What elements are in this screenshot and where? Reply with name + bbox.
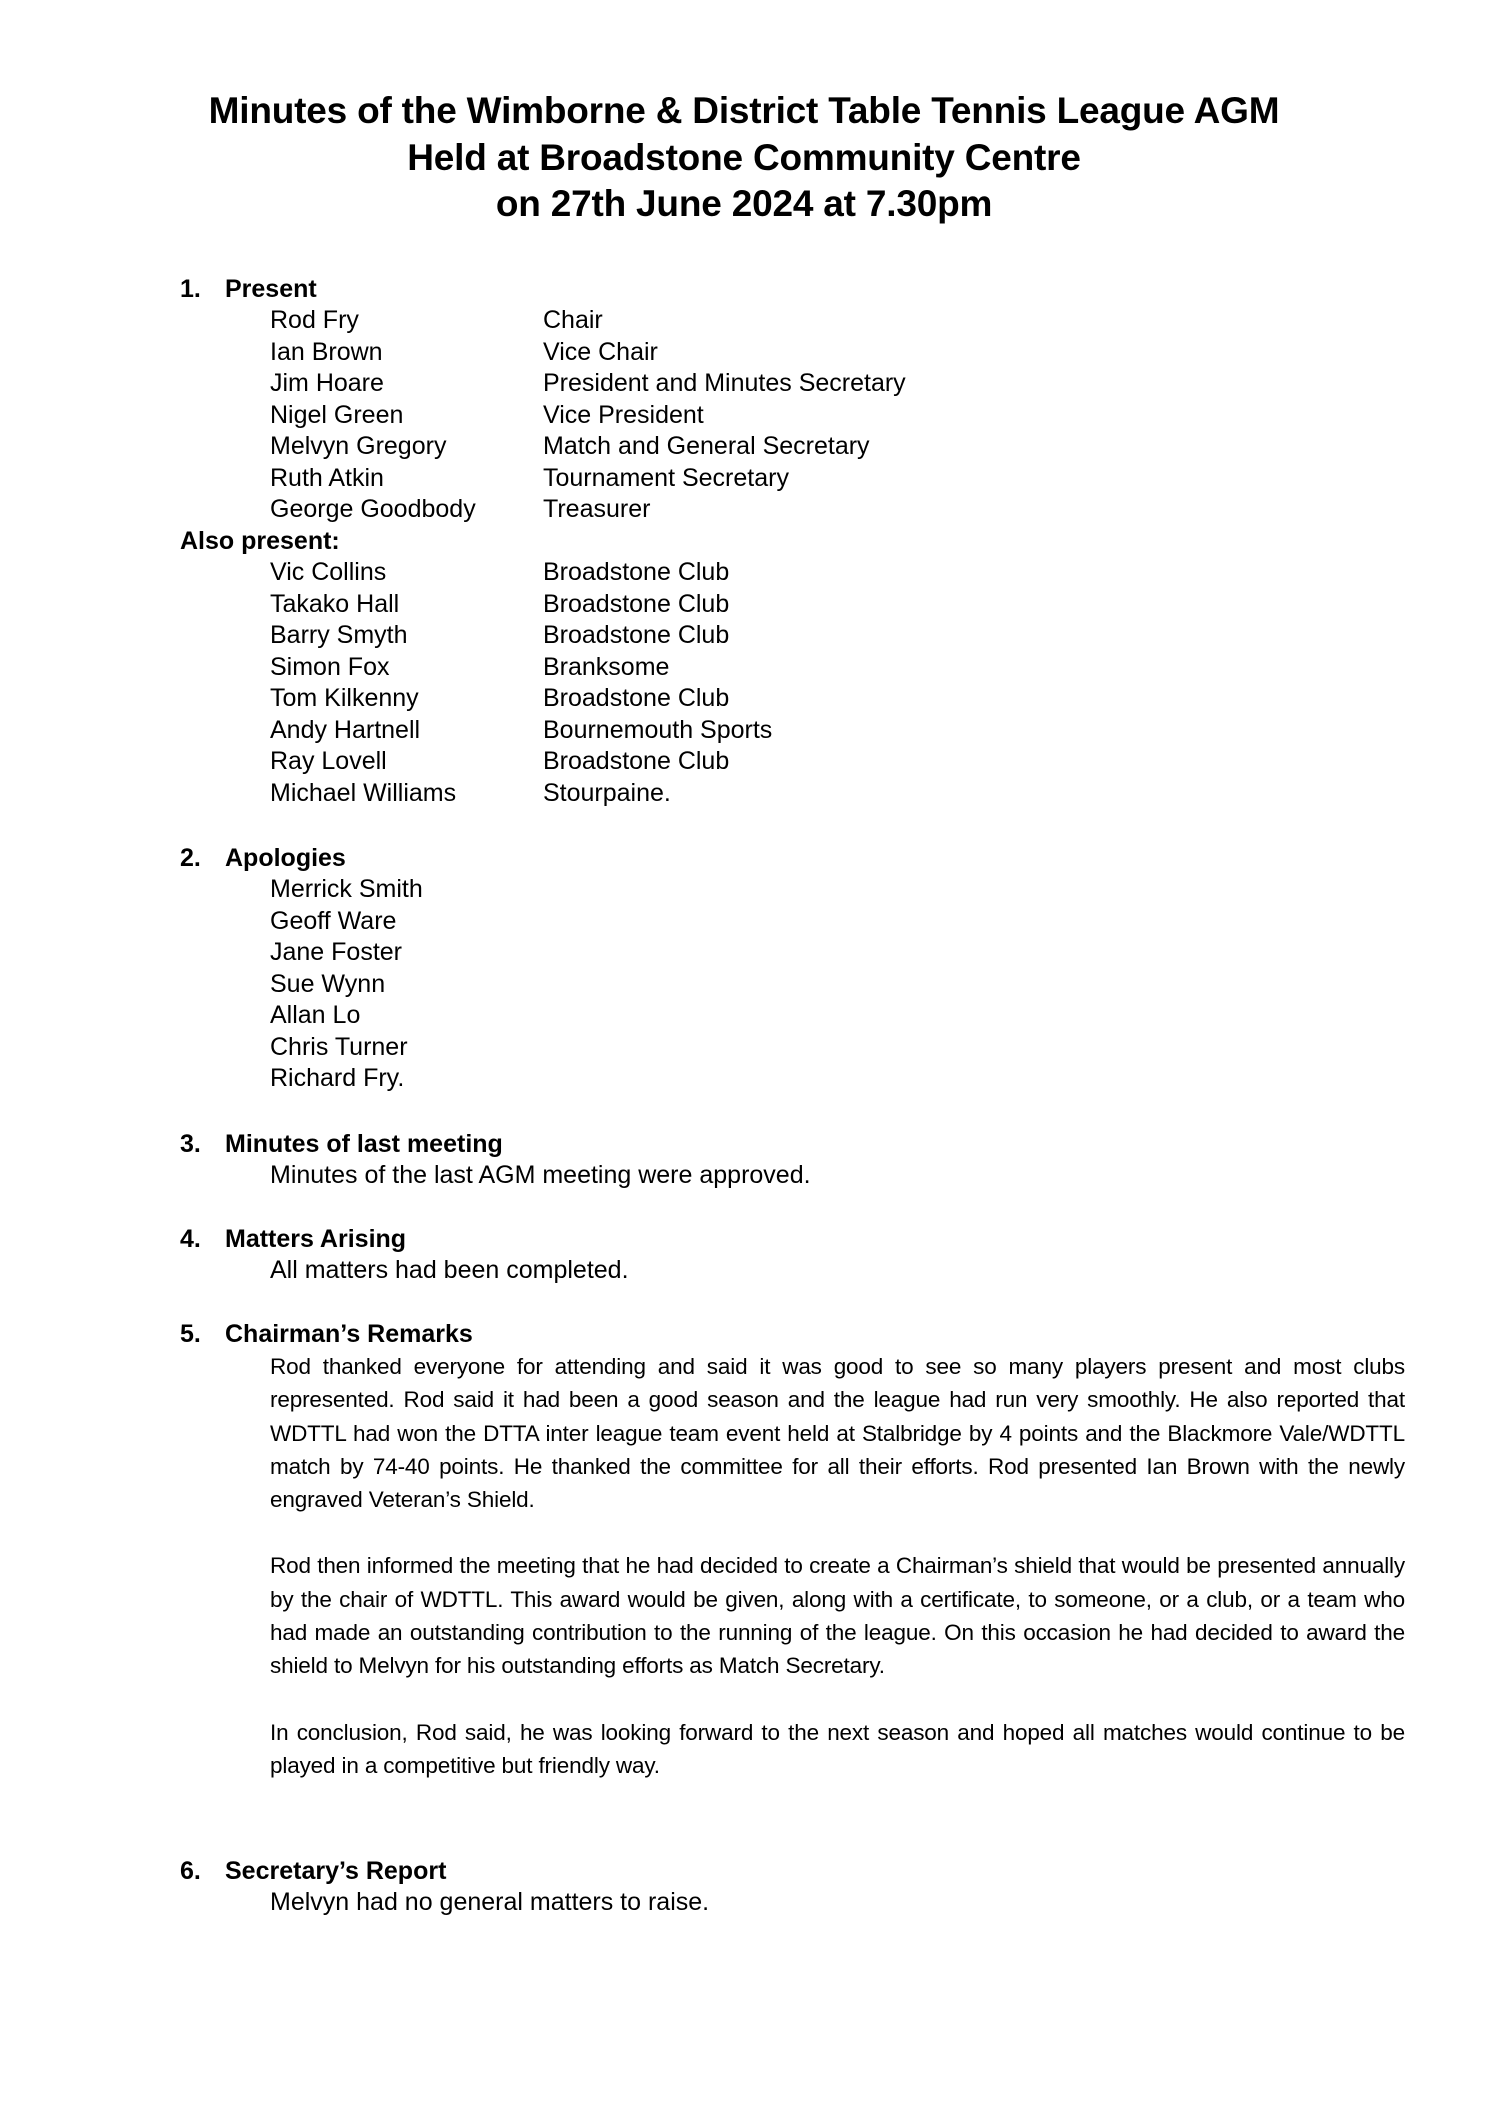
section-heading <box>180 273 1410 305</box>
member-name: Jim Hoare <box>270 369 384 397</box>
section-number: 3. <box>180 1130 201 1158</box>
member-role: Tournament Secretary <box>543 463 789 492</box>
member-row <box>180 305 1410 337</box>
attendee-club: Stourpaine. <box>543 778 671 807</box>
attendee-name: Simon Fox <box>270 652 390 681</box>
title-line-1: Minutes of the Wimborne & District Table Tennis League AGM <box>208 90 1280 131</box>
apology-row <box>180 1063 1410 1095</box>
attendee-row <box>180 652 1410 684</box>
remarks-paragraph: Rod then informed the meeting that he had decided to create a Chairman’s shield that would be presented annually by the chair of WDTTL. This award would be given, along with a certificate, to someone, or a club, or a team who had made an outstanding contribution to the running of the league. On this occasion he had decided to award the shield to Melvyn for his outstanding efforts as Match Secretary. <box>270 1553 1405 1679</box>
section-text: All matters had been completed. <box>270 1256 629 1284</box>
section-title: Secretary’s Report <box>225 1857 447 1885</box>
apology-name: Allan Lo <box>270 1001 361 1029</box>
section-number: 4. <box>180 1225 201 1253</box>
apology-name: Richard Fry. <box>270 1064 405 1092</box>
attendee-row <box>180 715 1410 747</box>
attendee-name: Barry Smyth <box>270 621 408 649</box>
member-name: Ian Brown <box>270 337 383 366</box>
member-name: Ruth Atkin <box>270 463 384 492</box>
attendee-row <box>180 557 1410 589</box>
apology-row <box>180 1000 1410 1032</box>
section-number: 2. <box>180 844 201 872</box>
section-text: Minutes of the last AGM meeting were approved. <box>270 1161 811 1189</box>
member-role: Chair <box>543 306 603 334</box>
attendee-club: Broadstone Club <box>543 747 730 775</box>
apology-row <box>180 906 1410 938</box>
section-title: Chairman’s Remarks <box>225 1320 473 1348</box>
member-name: George Goodbody <box>270 495 476 523</box>
section-title: Present <box>225 275 317 303</box>
member-row <box>180 431 1410 463</box>
section-title: Apologies <box>225 844 346 872</box>
attendee-name: Tom Kilkenny <box>270 684 419 712</box>
section-present <box>180 273 1410 809</box>
apology-name: Sue Wynn <box>270 969 386 998</box>
apology-row <box>180 1032 1410 1064</box>
attendee-row <box>180 746 1410 778</box>
attendee-name: Michael Williams <box>270 778 457 807</box>
member-role: Match and General Secretary <box>543 432 870 460</box>
section-heading <box>180 842 1410 874</box>
title-line-3: on 27th June 2024 at 7.30pm <box>495 183 993 224</box>
attendee-row <box>180 683 1410 715</box>
apology-row <box>180 874 1410 906</box>
section-title: Matters Arising <box>225 1225 407 1253</box>
attendee-club: Broadstone Club <box>543 589 730 618</box>
member-role: Treasurer <box>543 495 651 523</box>
member-row <box>180 337 1410 369</box>
member-row <box>180 463 1410 495</box>
section-chairmans-remarks <box>180 1318 1410 1782</box>
member-row <box>180 368 1410 400</box>
attendee-club: Broadstone Club <box>543 684 730 712</box>
attendee-name: Vic Collins <box>270 558 387 586</box>
apology-row <box>180 969 1410 1001</box>
document-title <box>0 88 1488 228</box>
section-number: 1. <box>180 275 201 303</box>
section-number: 5. <box>180 1320 201 1348</box>
attendee-row <box>180 778 1410 810</box>
apology-name: Geoff Ware <box>270 906 397 935</box>
apology-row <box>180 937 1410 969</box>
member-role: Vice Chair <box>543 337 658 366</box>
member-role: President and Minutes Secretary <box>543 369 906 397</box>
attendee-club: Branksome <box>543 652 670 681</box>
section-apologies <box>180 842 1410 1095</box>
apology-name: Chris Turner <box>270 1032 408 1061</box>
section-heading <box>180 1223 1410 1255</box>
section-text: Melvyn had no general matters to raise. <box>270 1888 710 1916</box>
section-heading <box>180 1318 1410 1350</box>
attendee-row <box>180 620 1410 652</box>
section-number: 6. <box>180 1857 201 1885</box>
attendee-name: Andy Hartnell <box>270 715 421 744</box>
section-matters-arising <box>180 1223 1410 1287</box>
member-name: Nigel Green <box>270 400 404 429</box>
attendee-name: Takako Hall <box>270 589 400 618</box>
member-row <box>180 400 1410 432</box>
attendee-club: Bournemouth Sports <box>543 715 773 744</box>
member-name: Rod Fry <box>270 306 359 334</box>
apology-name: Jane Foster <box>270 938 403 966</box>
member-name: Melvyn Gregory <box>270 432 447 460</box>
also-present-label: Also present: <box>180 526 340 555</box>
section-title: Minutes of last meeting <box>225 1130 503 1158</box>
title-line-2: Held at Broadstone Community Centre <box>407 136 1081 178</box>
member-role: Vice President <box>543 400 704 429</box>
member-row <box>180 494 1410 526</box>
remarks-paragraph: In conclusion, Rod said, he was looking forward to the next season and hoped all matches would continue to be played in a competitive but friendly way. <box>270 1719 1405 1778</box>
section-secretarys-report <box>180 1855 1410 1919</box>
remarks-paragraph: Rod thanked everyone for attending and said it was good to see so many players present and most clubs represented. Rod said it had been a good season and the league had run very smoothly. He also reported that WDTTL had won the DTTA inter league team event held at Stalbridge by 4 points and the Blackmore Vale/WDTTL match by 74-40 points. He thanked the committee for all their efforts. Rod presented Ian Brown with the newly engraved Veteran’s Shield. <box>270 1354 1405 1513</box>
attendee-row <box>180 589 1410 621</box>
section-minutes-last-meeting <box>180 1128 1410 1192</box>
apology-name: Merrick Smith <box>270 875 423 903</box>
attendee-club: Broadstone Club <box>543 621 730 649</box>
section-heading <box>180 1855 1410 1887</box>
section-heading <box>180 1128 1410 1160</box>
attendee-name: Ray Lovell <box>270 747 387 775</box>
attendee-club: Broadstone Club <box>543 558 730 586</box>
